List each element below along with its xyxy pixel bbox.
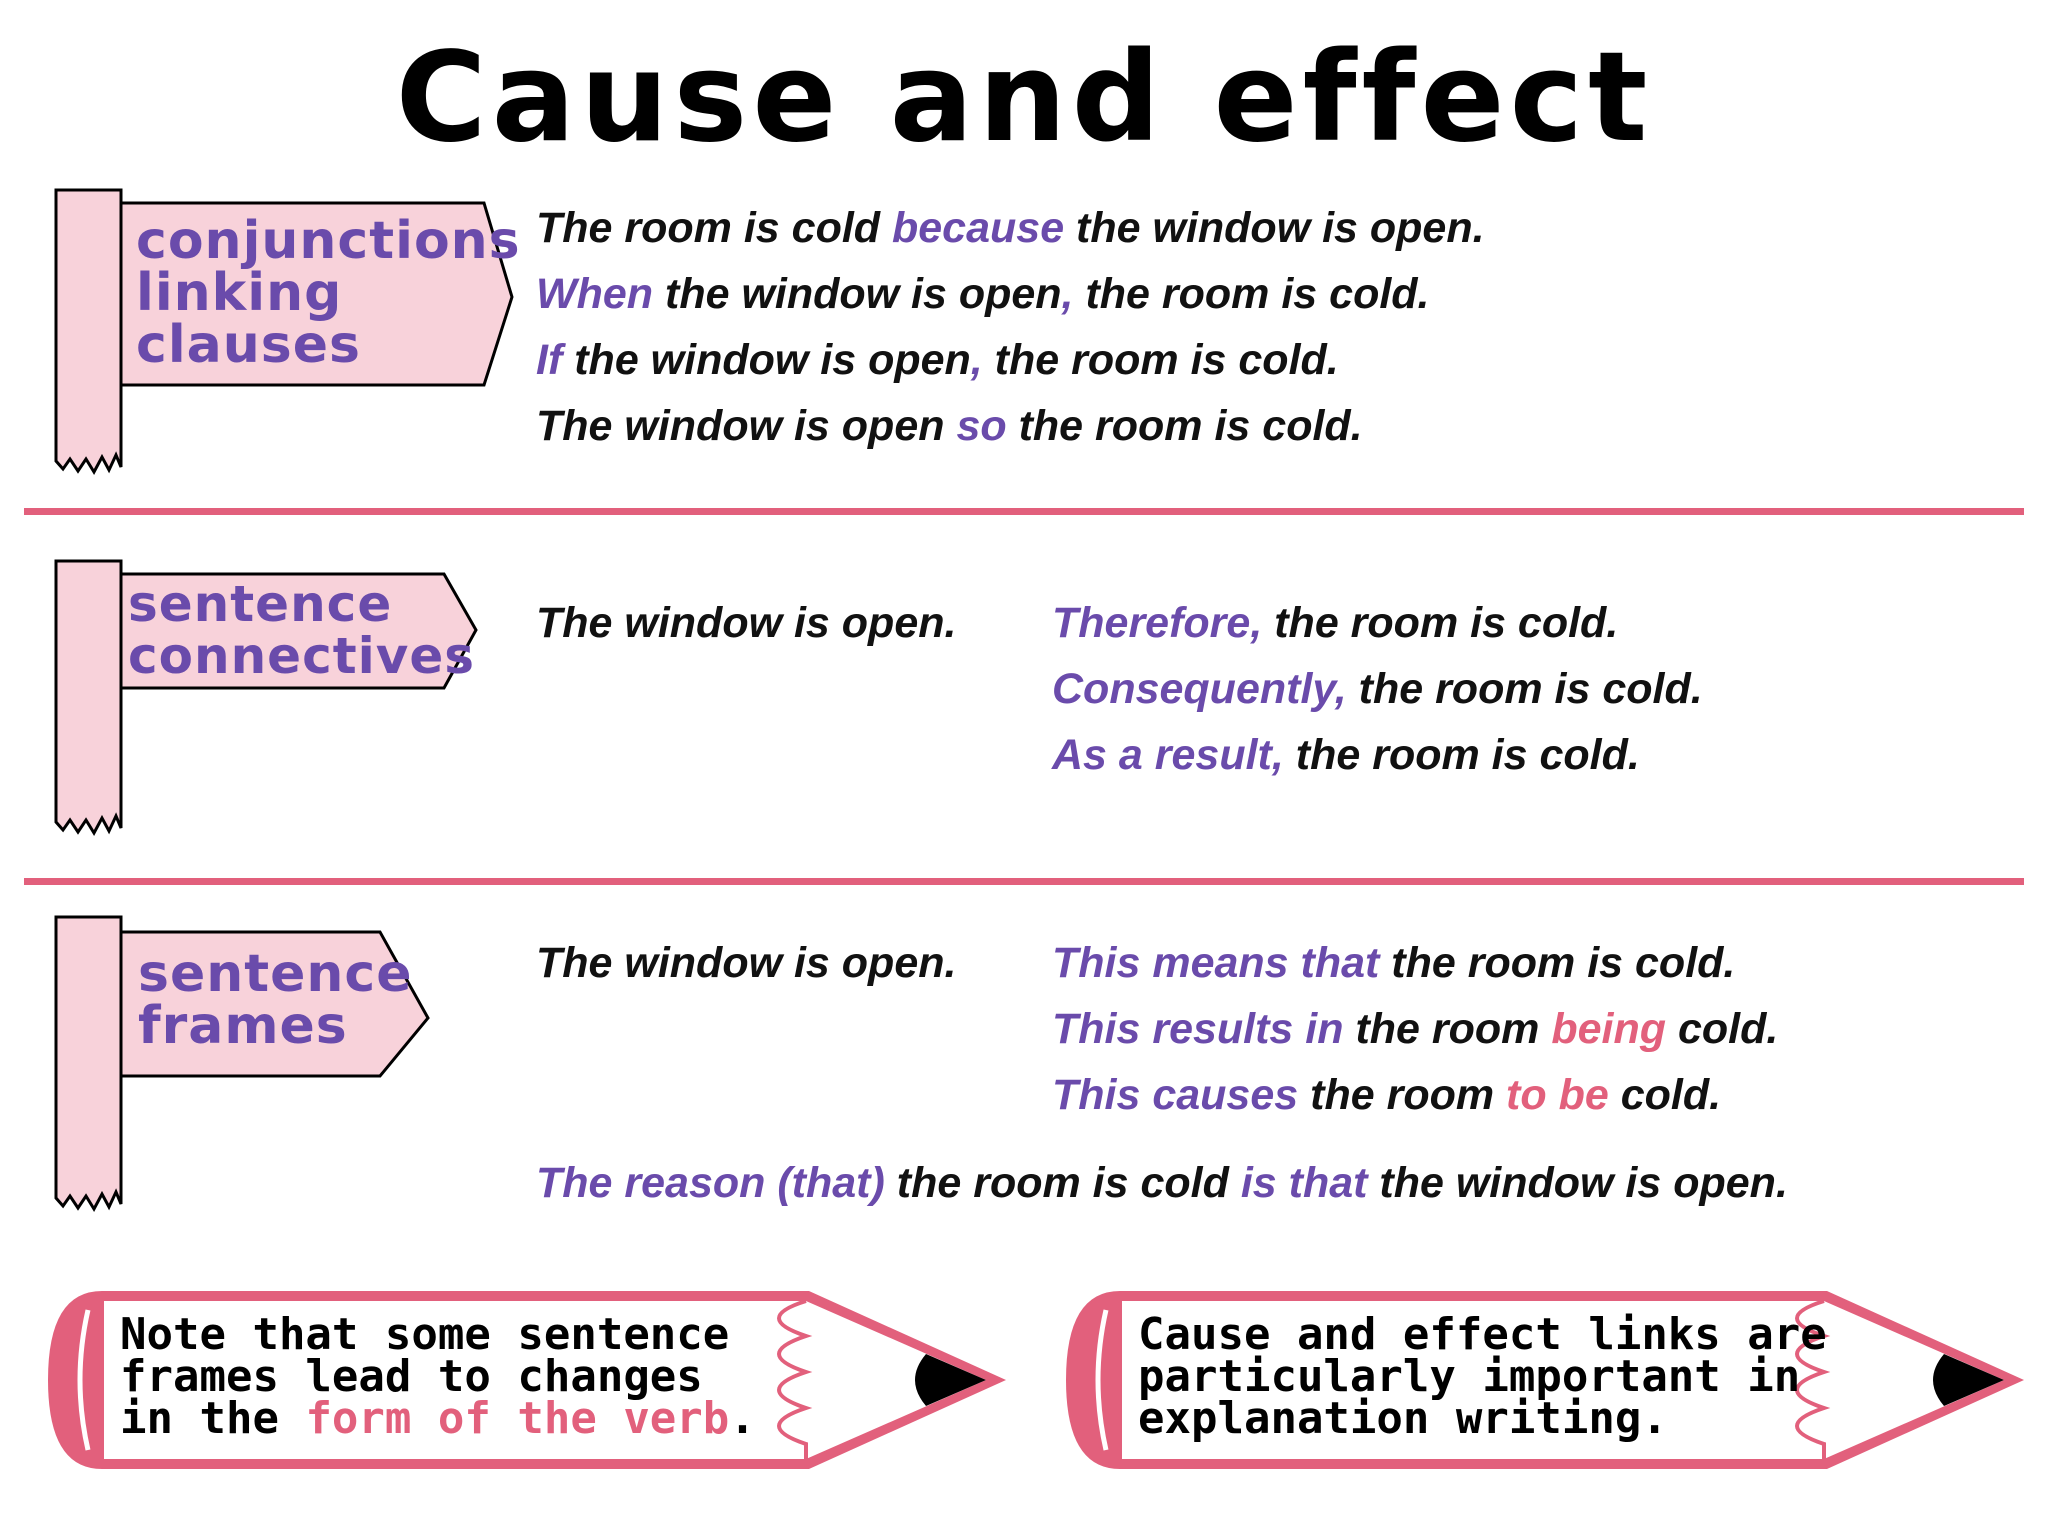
signpost-frames bbox=[52, 912, 492, 1212]
example-line bbox=[1052, 1004, 1778, 1056]
text-segment: the room is cold. bbox=[982, 336, 1339, 384]
note-line bbox=[120, 1351, 756, 1402]
example-line bbox=[536, 269, 1430, 321]
text-segment: cold. bbox=[1666, 1005, 1779, 1053]
text-segment: the room is cold. bbox=[1006, 402, 1363, 450]
text-segment: Note that some sentence bbox=[120, 1309, 730, 1360]
text-segment: in the bbox=[120, 1393, 306, 1444]
text-segment: the window is open bbox=[653, 270, 1062, 318]
sign-label-line: connectives bbox=[128, 627, 476, 685]
highlight-phrase: to be bbox=[1506, 1071, 1609, 1119]
example-line bbox=[536, 203, 1485, 255]
highlight-phrase: If bbox=[536, 336, 563, 384]
text-segment: . bbox=[729, 1393, 756, 1444]
example-line bbox=[1052, 730, 1640, 782]
example-line bbox=[536, 401, 1363, 453]
highlight-phrase: Consequently, bbox=[1052, 665, 1347, 713]
highlight-phrase: is that bbox=[1240, 1159, 1368, 1207]
text-segment: frames lead to changes bbox=[120, 1351, 703, 1402]
note-text-right bbox=[1138, 1309, 1827, 1444]
highlight-phrase: so bbox=[956, 402, 1007, 450]
text-segment: the room is cold. bbox=[1346, 665, 1703, 713]
sign-label-line: clauses bbox=[136, 315, 361, 375]
example-line bbox=[1052, 664, 1703, 716]
sign-label-conjunctions bbox=[136, 211, 521, 375]
text-segment: Cause and effect links are bbox=[1138, 1309, 1827, 1360]
highlight-phrase: As a result, bbox=[1052, 731, 1284, 779]
highlight-phrase: because bbox=[892, 204, 1065, 252]
text-segment: the room bbox=[1343, 1005, 1552, 1053]
highlight-phrase: , bbox=[1061, 270, 1074, 318]
highlight-phrase: form of the verb bbox=[305, 1393, 730, 1444]
highlight-phrase: This causes bbox=[1052, 1071, 1299, 1119]
page-title: Cause and effect bbox=[395, 26, 1653, 170]
lead-sentence: The window is open. bbox=[536, 939, 957, 987]
reason-line bbox=[536, 1158, 1788, 1210]
signpost-conjunctions bbox=[52, 185, 522, 485]
text-segment: the window is open. bbox=[1064, 204, 1485, 252]
highlight-phrase: When bbox=[536, 270, 654, 318]
highlight-phrase: being bbox=[1551, 1005, 1667, 1053]
signpost-connectives bbox=[52, 556, 492, 846]
example-line bbox=[1052, 598, 1618, 650]
sign-label-line: sentence bbox=[128, 575, 393, 633]
section-divider bbox=[24, 508, 2024, 515]
sign-label-line: conjunctions bbox=[136, 211, 521, 271]
sign-label-line: sentence bbox=[138, 944, 413, 1004]
text-segment: the room is cold. bbox=[1262, 599, 1619, 647]
note-text-left bbox=[120, 1309, 756, 1444]
example-line bbox=[1052, 938, 1735, 990]
sign-label-line: linking bbox=[136, 263, 343, 323]
section-divider bbox=[24, 878, 2024, 885]
note-line bbox=[120, 1393, 756, 1444]
text-segment: the window is open. bbox=[1367, 1159, 1788, 1207]
sign-label-line: frames bbox=[138, 996, 348, 1056]
sign-label-frames bbox=[138, 944, 413, 1056]
text-segment: cold. bbox=[1608, 1071, 1722, 1119]
highlight-phrase: , bbox=[970, 336, 983, 384]
text-segment: particularly important in bbox=[1138, 1351, 1801, 1402]
text-segment: the room is cold. bbox=[1283, 731, 1640, 779]
lead-sentence: The window is open. bbox=[536, 599, 957, 647]
example-line bbox=[1052, 1070, 1721, 1122]
text-segment: the room is cold. bbox=[1073, 270, 1430, 318]
text-segment: the room is cold bbox=[884, 1159, 1241, 1207]
highlight-phrase: Therefore, bbox=[1052, 599, 1263, 647]
text-segment: the room bbox=[1298, 1071, 1507, 1119]
text-segment: explanation writing. bbox=[1138, 1393, 1668, 1444]
text-segment: The window is open bbox=[536, 402, 957, 450]
note-line bbox=[1138, 1393, 1827, 1444]
note-pencil-right bbox=[1054, 1282, 2034, 1478]
text-segment: The room is cold bbox=[536, 204, 892, 252]
highlight-phrase: This results in bbox=[1052, 1005, 1344, 1053]
note-line bbox=[1138, 1309, 1827, 1360]
note-pencil-left bbox=[36, 1282, 1016, 1478]
sign-label-connectives bbox=[128, 575, 476, 685]
highlight-phrase: The reason (that) bbox=[536, 1159, 885, 1207]
note-line bbox=[1138, 1351, 1827, 1402]
note-line bbox=[120, 1309, 756, 1360]
text-segment: the room is cold. bbox=[1379, 939, 1736, 987]
example-line bbox=[536, 335, 1339, 387]
highlight-phrase: This means that bbox=[1052, 939, 1380, 987]
text-segment: the window is open bbox=[562, 336, 971, 384]
